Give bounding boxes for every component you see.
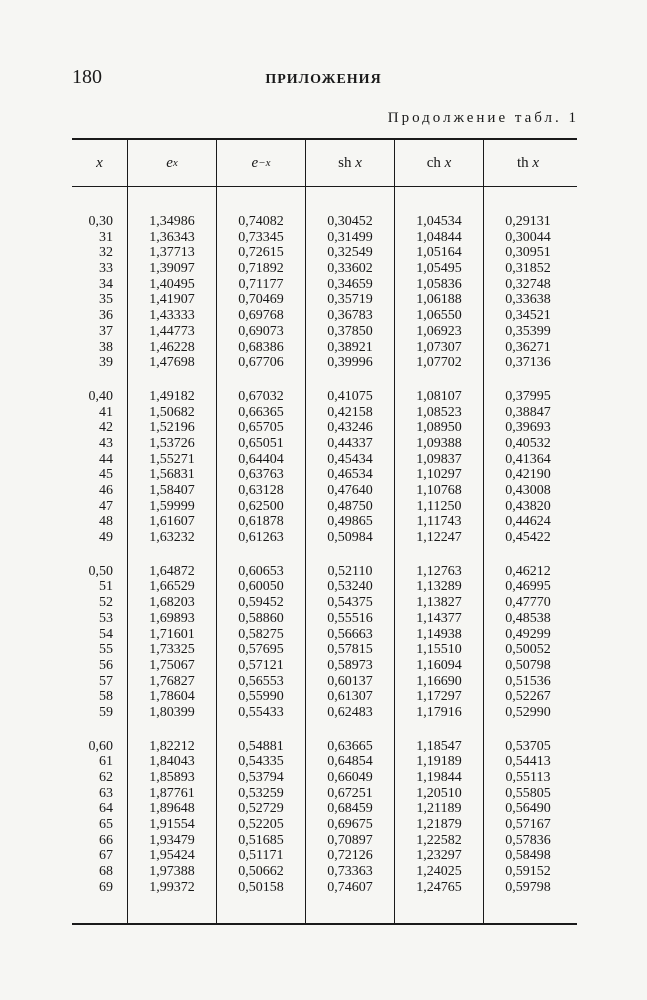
table-cell: 1,11743 (416, 514, 462, 530)
table-block (306, 564, 394, 721)
table-cell: 54 (99, 626, 113, 642)
table-cell: 1,24765 (416, 879, 462, 895)
table-cell: 1,07702 (416, 355, 462, 371)
table-cell: 0,50662 (238, 864, 284, 880)
table-cell: 0,67706 (238, 355, 284, 371)
table-cell: 1,46228 (149, 339, 195, 355)
table-cell: 35 (99, 292, 113, 308)
table-cell: 66 (99, 832, 113, 848)
table-cell: 44 (99, 451, 113, 467)
table-cell: 1,19189 (416, 754, 462, 770)
table-cell: 0,54375 (327, 595, 373, 611)
table-cell: 41 (99, 404, 113, 420)
table-cell: 69 (99, 879, 113, 895)
table-cell: 1,43333 (149, 308, 195, 324)
table-cell: 0,43008 (505, 483, 551, 498)
table-bottom-rule (72, 923, 577, 925)
table-cell: 53 (99, 610, 113, 626)
table-cell: 0,67251 (327, 785, 373, 801)
table-cell: 0,58498 (505, 848, 551, 864)
table-cell: 1,21879 (416, 817, 462, 833)
table-cell: 0,30 (88, 214, 113, 229)
table-cell: 0,53259 (238, 785, 284, 801)
table-block (72, 389, 127, 546)
table-cell: 1,22582 (416, 832, 462, 848)
table-cell: 0,42158 (327, 404, 373, 420)
header-sh: sh x (305, 140, 394, 186)
table-cell: 0,52110 (327, 563, 373, 579)
table-cell: 0,51536 (505, 673, 551, 689)
table-cell: 63 (99, 785, 113, 801)
table-block (217, 214, 305, 371)
running-head: ПРИЛОЖЕНИЯ (265, 72, 382, 87)
table-cell: 52 (99, 595, 113, 611)
table-cell: 1,11250 (416, 498, 462, 514)
table-cell: 1,15510 (416, 642, 462, 658)
table-cell: 1,23297 (416, 848, 462, 864)
table-cell: 1,19844 (416, 770, 462, 785)
table-cell: 0,71177 (238, 276, 284, 292)
column-x (72, 187, 127, 923)
table-block (217, 739, 305, 896)
table-block (395, 214, 483, 371)
table-cell: 0,69675 (327, 817, 373, 833)
table-cell: 1,84043 (149, 754, 195, 770)
table-cell: 0,33602 (327, 261, 373, 277)
table-cell: 1,24025 (416, 864, 462, 880)
table-cell: 1,17297 (416, 689, 462, 705)
table-cell: 49 (99, 530, 113, 546)
table-cell: 0,31852 (505, 261, 551, 277)
table-cell: 1,50682 (149, 404, 195, 420)
table-cell: 1,40495 (149, 276, 195, 292)
table-cell: 1,82212 (149, 738, 195, 754)
table-cell: 0,64404 (238, 451, 284, 467)
table-cell: 58 (99, 689, 113, 705)
table-cell: 0,35719 (327, 292, 373, 308)
table-cell: 0,68386 (238, 339, 284, 355)
page-number: 180 (72, 66, 102, 88)
table-cell: 0,52205 (238, 817, 284, 833)
table-cell: 0,73363 (327, 864, 373, 880)
table-cell: 0,46212 (505, 563, 551, 579)
table-cell: 0,34521 (505, 308, 551, 324)
table-cell: 38 (99, 339, 113, 355)
table-cell: 1,71601 (149, 626, 195, 642)
table-cell: 1,97388 (149, 864, 195, 880)
table-cell: 0,57836 (505, 832, 551, 848)
table-cell: 0,59452 (238, 595, 284, 611)
table-cell: 0,69073 (238, 323, 284, 339)
table-cell: 0,56490 (505, 801, 551, 817)
table-block (484, 564, 572, 721)
table-block (128, 389, 216, 546)
table-cell: 0,63128 (238, 483, 284, 498)
table-cell: 0,30951 (505, 245, 551, 261)
table-cell: 0,66365 (238, 404, 284, 420)
table-cell: 0,60137 (327, 673, 373, 689)
table-cell: 1,63232 (149, 530, 195, 546)
table-cell: 56 (99, 657, 113, 673)
table-cell: 0,32549 (327, 245, 373, 261)
table-cell: 0,51685 (238, 832, 284, 848)
table-cell: 46 (99, 483, 113, 498)
table-cell: 0,63763 (238, 467, 284, 483)
table-cell: 0,40 (88, 388, 113, 404)
table-cell: 0,69768 (238, 308, 284, 324)
table-cell: 0,39693 (505, 420, 551, 436)
column-emx (216, 187, 305, 923)
table-cell: 34 (99, 276, 113, 292)
table-cell: 0,55805 (505, 785, 551, 801)
table-body (72, 187, 577, 923)
table-cell: 0,61263 (238, 530, 284, 546)
table-cell: 0,37995 (505, 388, 551, 404)
table-block (484, 389, 572, 546)
table-cell: 1,76827 (149, 673, 195, 689)
table-cell: 0,41364 (505, 451, 551, 467)
table-cell: 1,66529 (149, 579, 195, 595)
table-cell: 0,31499 (327, 229, 373, 245)
table-cell: 33 (99, 261, 113, 277)
table-cell: 1,55271 (149, 451, 195, 467)
table-cell: 0,59152 (505, 864, 551, 880)
table-cell: 0,46995 (505, 579, 551, 595)
table-cell: 1,91554 (149, 817, 195, 833)
table-cell: 1,04534 (416, 214, 462, 229)
table-cell: 1,69893 (149, 610, 195, 626)
table-cell: 57 (99, 673, 113, 689)
table-cell: 0,46534 (327, 467, 373, 483)
table-cell: 37 (99, 323, 113, 339)
table-cell: 0,61307 (327, 689, 373, 705)
table-cell: 0,49299 (505, 626, 551, 642)
table-cell: 0,35399 (505, 323, 551, 339)
table-cell: 1,61607 (149, 514, 195, 530)
table-cell: 0,44337 (327, 435, 373, 451)
table-cell: 0,63665 (327, 738, 373, 754)
table-block (72, 214, 127, 371)
column-th (483, 187, 572, 923)
table-cell: 1,05495 (416, 261, 462, 277)
table-cell: 68 (99, 864, 113, 880)
table-cell: 0,57815 (327, 642, 373, 658)
function-table (72, 138, 577, 925)
table-cell: 1,08107 (416, 388, 462, 404)
table-cell: 0,74607 (327, 879, 373, 895)
table-cell: 0,53240 (327, 579, 373, 595)
table-cell: 1,93479 (149, 832, 195, 848)
table-block (395, 739, 483, 896)
table-cell: 1,12247 (416, 530, 462, 546)
table-block (395, 389, 483, 546)
table-cell: 1,37713 (149, 245, 195, 261)
table-cell: 1,56831 (149, 467, 195, 483)
table-cell: 1,44773 (149, 323, 195, 339)
table-cell: 1,99372 (149, 879, 195, 895)
table-cell: 0,48750 (327, 498, 373, 514)
table-cell: 1,13827 (416, 595, 462, 611)
table-cell: 67 (99, 848, 113, 864)
table-cell: 0,56553 (238, 673, 284, 689)
table-cell: 0,61878 (238, 514, 284, 530)
table-cell: 1,39097 (149, 261, 195, 277)
table-cell: 1,53726 (149, 435, 195, 451)
table-cell: 0,48538 (505, 610, 551, 626)
table-block (217, 564, 305, 721)
table-cell: 0,55516 (327, 610, 373, 626)
table-cell: 59 (99, 704, 113, 720)
table-cell: 1,14938 (416, 626, 462, 642)
table-cell: 0,62500 (238, 498, 284, 514)
table-cell: 1,13289 (416, 579, 462, 595)
table-cell: 0,58275 (238, 626, 284, 642)
table-cell: 1,21189 (416, 801, 462, 817)
table-cell: 0,50158 (238, 879, 284, 895)
table-cell: 0,54881 (238, 738, 284, 754)
table-cell: 48 (99, 514, 113, 530)
table-cell: 0,29131 (505, 214, 551, 229)
table-cell: 1,05164 (416, 245, 462, 261)
table-cell: 55 (99, 642, 113, 658)
table-cell: 1,52196 (149, 420, 195, 436)
table-header (72, 140, 577, 187)
table-cell: 0,36271 (505, 339, 551, 355)
table-block (306, 214, 394, 371)
table-cell: 1,78604 (149, 689, 195, 705)
column-sh (305, 187, 394, 923)
table-cell: 1,20510 (416, 785, 462, 801)
table-cell: 1,08950 (416, 420, 462, 436)
table-cell: 0,30044 (505, 229, 551, 245)
table-cell: 0,53705 (505, 738, 551, 754)
table-cell: 1,10297 (416, 467, 462, 483)
table-cell: 0,54413 (505, 754, 551, 770)
table-cell: 1,49182 (149, 388, 195, 404)
table-cell: 0,54335 (238, 754, 284, 770)
table-cell: 0,56663 (327, 626, 373, 642)
table-cell: 0,55990 (238, 689, 284, 705)
table-cell: 0,43820 (505, 498, 551, 514)
table-cell: 65 (99, 817, 113, 833)
table-cell: 0,52267 (505, 689, 551, 705)
table-cell: 1,47698 (149, 355, 195, 371)
table-cell: 0,51171 (238, 848, 284, 864)
table-cell: 39 (99, 355, 113, 371)
table-cell: 0,60 (88, 738, 113, 754)
table-cell: 1,09837 (416, 451, 462, 467)
table-cell: 0,34659 (327, 276, 373, 292)
table-cell: 0,58860 (238, 610, 284, 626)
table-cell: 0,38847 (505, 404, 551, 420)
table-cell: 1,89648 (149, 801, 195, 817)
header-x: x (96, 154, 103, 171)
table-cell: 0,60050 (238, 579, 284, 595)
table-continuation-label: Продолжение табл. 1 (387, 110, 579, 126)
header-th: th x (483, 140, 572, 186)
table-cell: 0,65705 (238, 420, 284, 436)
table-cell: 0,57121 (238, 657, 284, 673)
column-ch (394, 187, 483, 923)
table-cell: 0,67032 (238, 388, 284, 404)
table-cell: 0,66049 (327, 770, 373, 785)
table-block (128, 564, 216, 721)
table-cell: 1,59999 (149, 498, 195, 514)
table-cell: 0,59798 (505, 879, 551, 895)
table-cell: 0,62483 (327, 704, 373, 720)
table-cell: 0,32748 (505, 276, 551, 292)
table-cell: 1,14377 (416, 610, 462, 626)
table-cell: 1,16690 (416, 673, 462, 689)
table-cell: 0,47640 (327, 483, 373, 498)
table-cell: 0,52990 (505, 704, 551, 720)
table-cell: 42 (99, 420, 113, 436)
table-cell: 43 (99, 435, 113, 451)
table-cell: 1,09388 (416, 435, 462, 451)
table-cell: 1,58407 (149, 483, 195, 498)
table-cell: 1,85893 (149, 770, 195, 785)
table-cell: 0,58973 (327, 657, 373, 673)
table-cell: 1,73325 (149, 642, 195, 658)
table-cell: 0,43246 (327, 420, 373, 436)
table-cell: 0,50052 (505, 642, 551, 658)
table-cell: 1,12763 (416, 563, 462, 579)
table-block (128, 739, 216, 896)
table-cell: 1,75067 (149, 657, 195, 673)
table-cell: 0,65051 (238, 435, 284, 451)
table-cell: 0,52729 (238, 801, 284, 817)
table-cell: 0,68459 (327, 801, 373, 817)
table-cell: 0,57167 (505, 817, 551, 833)
table-cell: 0,73345 (238, 229, 284, 245)
table-cell: 31 (99, 229, 113, 245)
table-block (217, 389, 305, 546)
table-cell: 0,70897 (327, 832, 373, 848)
table-cell: 1,10768 (416, 483, 462, 498)
table-cell: 0,50798 (505, 657, 551, 673)
table-block (72, 739, 127, 896)
table-cell: 1,68203 (149, 595, 195, 611)
header-emx: e −x (216, 140, 305, 186)
table-cell: 0,47770 (505, 595, 551, 611)
table-cell: 1,95424 (149, 848, 195, 864)
table-cell: 0,40532 (505, 435, 551, 451)
table-cell: 47 (99, 498, 113, 514)
table-cell: 1,87761 (149, 785, 195, 801)
table-cell: 0,33638 (505, 292, 551, 308)
table-cell: 62 (99, 770, 113, 785)
table-cell: 45 (99, 467, 113, 483)
table-block (72, 564, 127, 721)
table-block (395, 564, 483, 721)
table-cell: 61 (99, 754, 113, 770)
table-cell: 51 (99, 579, 113, 595)
table-cell: 1,64872 (149, 563, 195, 579)
table-cell: 0,45422 (505, 530, 551, 546)
table-cell: 0,45434 (327, 451, 373, 467)
table-block (128, 214, 216, 371)
table-cell: 1,34986 (149, 214, 195, 229)
table-cell: 1,16094 (416, 657, 462, 673)
table-cell: 0,57695 (238, 642, 284, 658)
table-block (306, 389, 394, 546)
table-cell: 0,50 (88, 563, 113, 579)
table-cell: 0,49865 (327, 514, 373, 530)
table-cell: 0,55113 (505, 770, 551, 785)
table-cell: 1,36343 (149, 229, 195, 245)
table-block (484, 214, 572, 371)
table-cell: 64 (99, 801, 113, 817)
table-cell: 1,06550 (416, 308, 462, 324)
table-cell: 0,50984 (327, 530, 373, 546)
table-cell: 1,80399 (149, 704, 195, 720)
table-cell: 0,42190 (505, 467, 551, 483)
table-cell: 36 (99, 308, 113, 324)
table-cell: 0,36783 (327, 308, 373, 324)
table-cell: 0,53794 (238, 770, 284, 785)
table-cell: 0,44624 (505, 514, 551, 530)
table-cell: 32 (99, 245, 113, 261)
table-cell: 1,18547 (416, 738, 462, 754)
table-cell: 0,74082 (238, 214, 284, 229)
table-cell: 0,55433 (238, 704, 284, 720)
table-cell: 1,06923 (416, 323, 462, 339)
header-ex: e x (127, 140, 216, 186)
table-cell: 0,41075 (327, 388, 373, 404)
table-cell: 0,71892 (238, 261, 284, 277)
table-cell: 0,72615 (238, 245, 284, 261)
table-cell: 1,08523 (416, 404, 462, 420)
header-ch: ch x (394, 140, 483, 186)
table-cell: 1,05836 (416, 276, 462, 292)
table-cell: 0,60653 (238, 563, 284, 579)
table-cell: 0,64854 (327, 754, 373, 770)
table-cell: 0,37850 (327, 323, 373, 339)
table-cell: 0,70469 (238, 292, 284, 308)
table-block (306, 739, 394, 896)
table-cell: 1,17916 (416, 704, 462, 720)
table-cell: 1,04844 (416, 229, 462, 245)
table-block (484, 739, 572, 896)
table-cell: 0,37136 (505, 355, 551, 371)
table-cell: 0,72126 (327, 848, 373, 864)
column-ex (127, 187, 216, 923)
table-cell: 0,39996 (327, 355, 373, 371)
table-cell: 1,41907 (149, 292, 195, 308)
table-cell: 0,30452 (327, 214, 373, 229)
table-cell: 0,38921 (327, 339, 373, 355)
table-cell: 1,07307 (416, 339, 462, 355)
table-cell: 1,06188 (416, 292, 462, 308)
